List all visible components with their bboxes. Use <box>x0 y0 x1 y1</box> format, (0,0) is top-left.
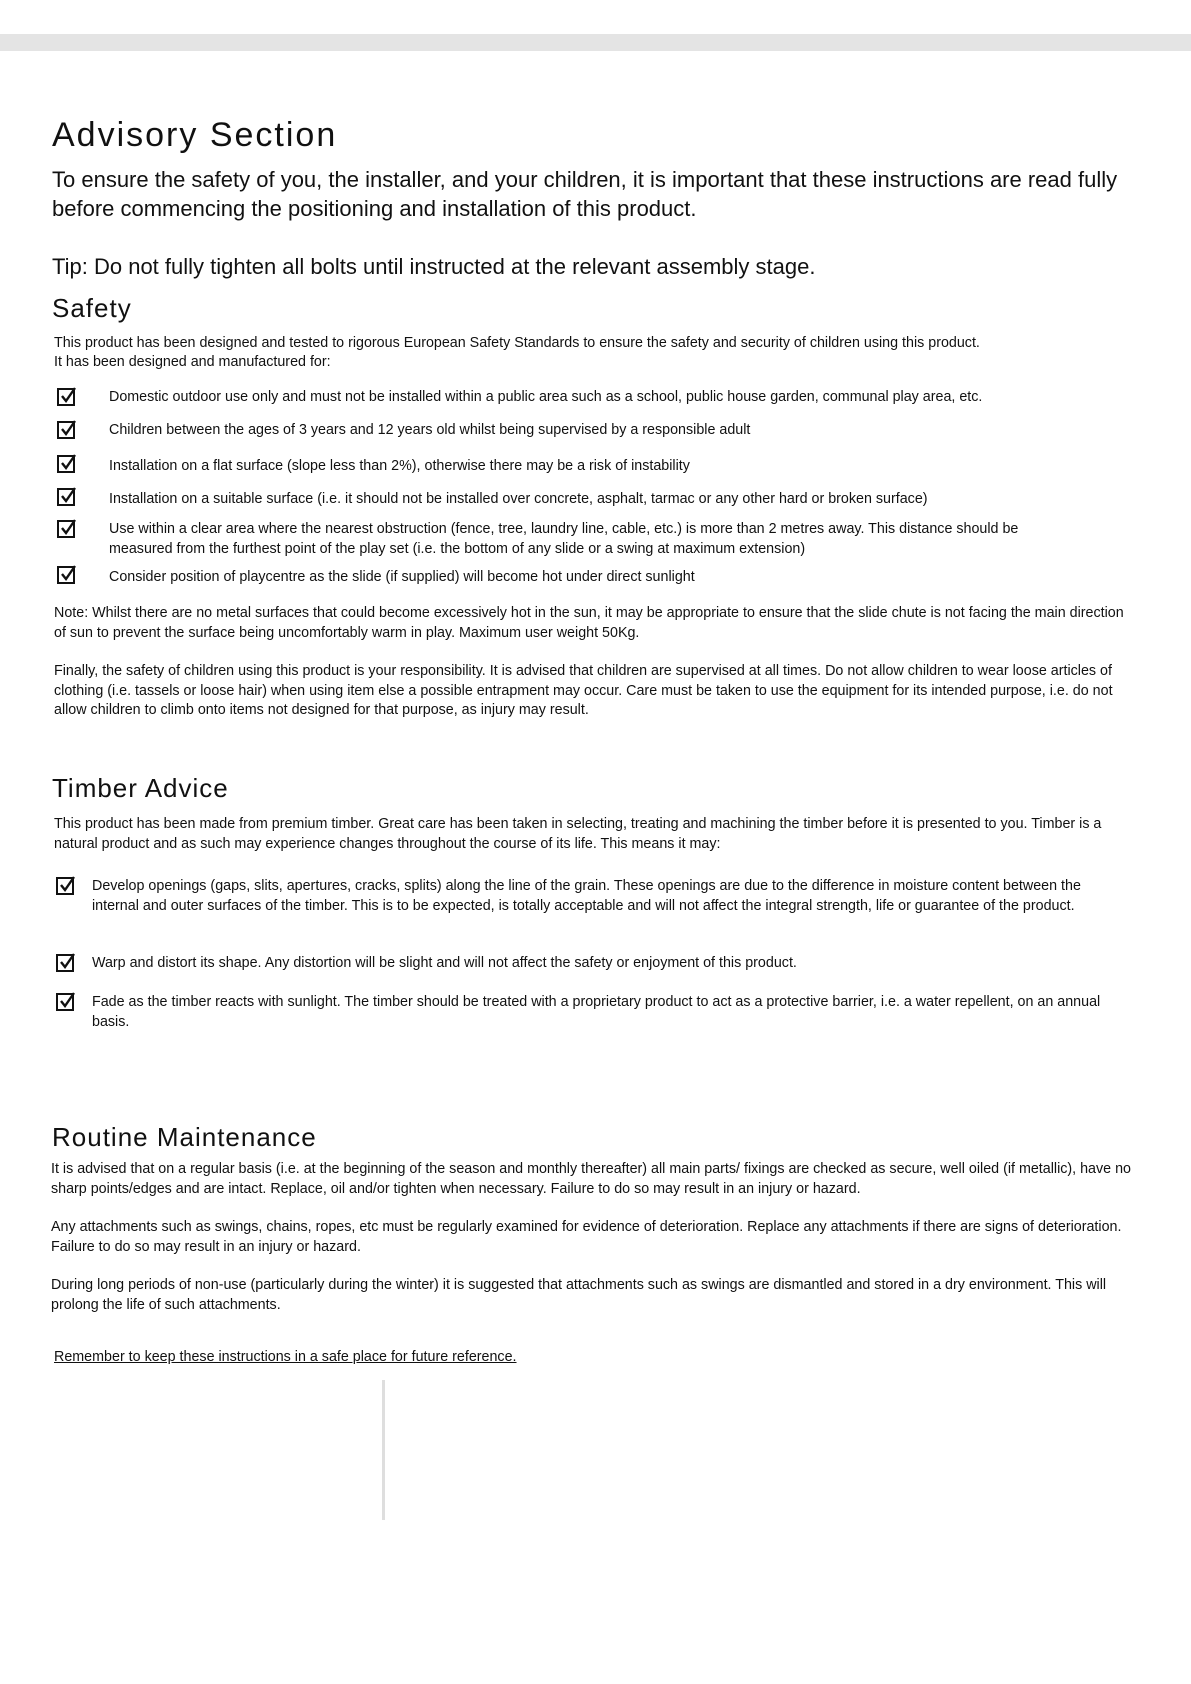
keep-instructions-reminder: Remember to keep these instructions in a safe place for future reference. <box>54 1349 517 1365</box>
timber-heading: Timber Advice <box>52 773 229 803</box>
safety-item-text: Children between the ages of 3 years and 12 years old whilst being supervised by a responsible adult <box>109 422 751 438</box>
safety-intro-line1: This product has been designed and tested to rigorous European Safety Standards to ensure the safety and security of children using this product. <box>54 335 980 351</box>
assembly-tip: Tip: Do not fully tighten all bolts until instructed at the relevant assembly stage. <box>52 254 816 279</box>
checkbox-checked-icon <box>56 877 74 895</box>
page-title: Advisory Section <box>52 116 338 154</box>
maintenance-paragraph-1: It is advised that on a regular basis (i.e. at the beginning of the season and monthly thereafter) all main parts/ fixings are checked as secure, well oiled (if metallic), have no sharp points/edges and are intact. Replace, oil and/or tighten when necessary. Failure to do so may result in an injury or hazard. <box>51 1161 1131 1197</box>
checkbox-checked-icon <box>56 954 74 972</box>
safety-intro-line2: It has been designed and manufactured for: <box>54 354 331 370</box>
safety-item-text: Domestic outdoor use only and must not be installed within a public area such as a school, public house garden, communal play area, etc. <box>109 389 983 405</box>
safety-item-text: Use within a clear area where the nearest obstruction (fence, tree, laundry line, cable, etc.) is more than 2 metres away. This distance should be measured from the furthest point of the play set (i.e. the bottom of any slide or a swing at maximum extension) <box>109 521 1019 557</box>
safety-item-text: Consider position of playcentre as the slide (if supplied) will become hot under direct sunlight <box>109 569 695 585</box>
safety-item-text: Installation on a flat surface (slope less than 2%), otherwise there may be a risk of instability <box>109 458 690 474</box>
timber-item-text: Warp and distort its shape. Any distortion will be slight and will not affect the safety or enjoyment of this product. <box>92 955 797 971</box>
maintenance-heading: Routine Maintenance <box>52 1122 317 1152</box>
advisory-intro: To ensure the safety of you, the installer, and your children, it is important that these instructions are read fully before commencing the positioning and installation of this product. <box>52 167 1118 221</box>
checkbox-checked-icon <box>56 993 74 1011</box>
checkbox-checked-icon <box>57 421 75 439</box>
checkbox-checked-icon <box>57 488 75 506</box>
checkbox-checked-icon <box>57 388 75 406</box>
timber-item-text: Develop openings (gaps, slits, apertures, cracks, splits) along the line of the grain. These openings are due to the difference in moisture content between the internal and outer surfaces of the timber. This is to be expected, is totally acceptable and will not affect the integral strength, life or guarantee of the product. <box>92 878 1081 914</box>
top-gray-bar <box>0 34 1191 51</box>
safety-responsibility: Finally, the safety of children using this product is your responsibility. It is advised that children are supervised at all times. Do not allow children to wear loose articles of clothing (i.e. tassels or loose hair) when using item else a possible entrapment may occur. Care must be taken to use the equipment for its intended purpose, i.e. do not allow children to climb onto items not designed for that purpose, as injury may result. <box>54 663 1113 718</box>
timber-intro: This product has been made from premium timber. Great care has been taken in selecting, treating and machining the timber before it is presented to you. Timber is a natural product and as such may experience changes throughout the course of its life. This means it may: <box>54 816 1102 852</box>
safety-heading: Safety <box>52 293 132 323</box>
vertical-divider <box>382 1380 385 1520</box>
checkbox-checked-icon <box>57 520 75 538</box>
maintenance-paragraph-3: During long periods of non-use (particularly during the winter) it is suggested that attachments such as swings are dismantled and stored in a dry environment. This will prolong the life of such attachments. <box>51 1277 1107 1313</box>
maintenance-paragraph-2: Any attachments such as swings, chains, ropes, etc must be regularly examined for evidence of deterioration. Replace any attachments if there are signs of deterioration. Failure to do so may result in an injury or hazard. <box>51 1219 1122 1255</box>
timber-item-text: Fade as the timber reacts with sunlight. The timber should be treated with a proprietary product to act as a protective barrier, i.e. a water repellent, on an annual basis. <box>92 994 1101 1030</box>
safety-item-text: Installation on a suitable surface (i.e. it should not be installed over concrete, asphalt, tarmac or any other hard or broken surface) <box>109 491 928 507</box>
safety-note: Note: Whilst there are no metal surfaces that could become excessively hot in the sun, it may be appropriate to ensure that the slide chute is not facing the main direction of sun to prevent the surface being uncomfortably warm in play. Maximum user weight 50Kg. <box>54 605 1124 641</box>
checkbox-checked-icon <box>57 566 75 584</box>
checkbox-checked-icon <box>57 455 75 473</box>
